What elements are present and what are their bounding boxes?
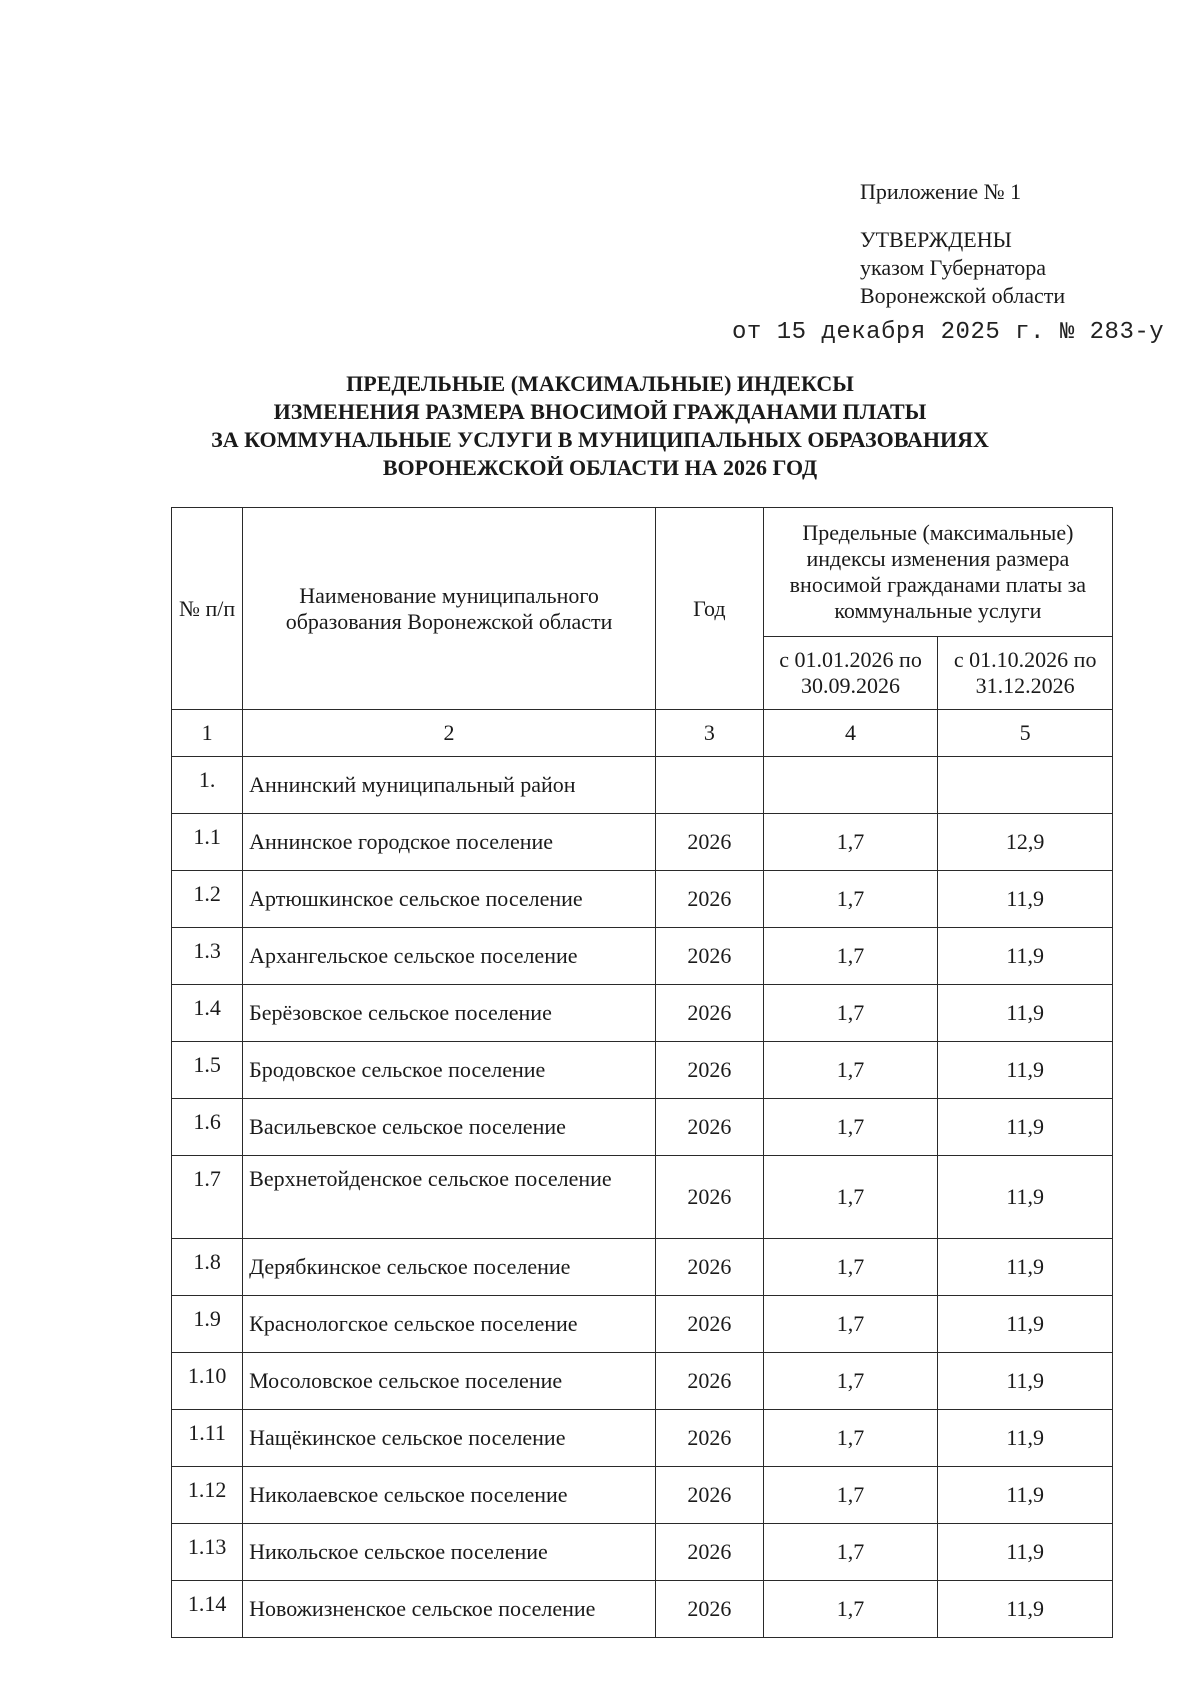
table-row — [172, 928, 1113, 985]
row-number: 1.6 — [172, 1099, 243, 1156]
approved-by-line2: Воронежской области — [860, 283, 1066, 308]
col-header-year: Год — [655, 508, 763, 710]
row-year: 2026 — [655, 1581, 763, 1638]
row-name: Аннинское городское поселение — [243, 814, 656, 871]
row-index-period1: 1,7 — [763, 1296, 938, 1353]
appendix-label: Приложение № 1 — [860, 179, 1022, 204]
title-line: ВОРОНЕЖСКОЙ ОБЛАСТИ НА 2026 ГОД — [382, 455, 818, 480]
row-index-period2: 11,9 — [938, 1296, 1113, 1353]
table-row — [172, 1467, 1113, 1524]
row-index-period2: 11,9 — [938, 1524, 1113, 1581]
col-header-name: Наименование муниципального образования Воронежской области — [243, 508, 656, 710]
approved-label: УТВЕРЖДЕНЫ — [860, 227, 1012, 252]
row-year: 2026 — [655, 1099, 763, 1156]
table-row — [172, 1296, 1113, 1353]
row-name: Бродовское сельское поселение — [243, 1042, 656, 1099]
decree-date-line: от 15 декабря 2025 г. № 283-у — [732, 319, 1165, 346]
row-index-period2: 11,9 — [938, 1042, 1113, 1099]
row-number: 1.13 — [172, 1524, 243, 1581]
row-index-period1: 1,7 — [763, 1099, 938, 1156]
empty-cell — [763, 757, 938, 814]
table-row — [172, 1524, 1113, 1581]
row-name: Архангельское сельское поселение — [243, 928, 656, 985]
row-year: 2026 — [655, 1042, 763, 1099]
col-header-period2: с 01.10.2026 по 31.12.2026 — [938, 637, 1113, 710]
empty-cell — [655, 757, 763, 814]
col-header-period1: с 01.01.2026 по 30.09.2026 — [763, 637, 938, 710]
row-index-period2: 11,9 — [938, 1581, 1113, 1638]
table-row — [172, 1239, 1113, 1296]
row-index-period1: 1,7 — [763, 1353, 938, 1410]
row-number: 1.4 — [172, 985, 243, 1042]
row-index-period2: 11,9 — [938, 1239, 1113, 1296]
row-number: 1.14 — [172, 1581, 243, 1638]
row-number: 1.9 — [172, 1296, 243, 1353]
row-year: 2026 — [655, 1156, 763, 1239]
row-index-period2: 11,9 — [938, 928, 1113, 985]
row-number: 1.1 — [172, 814, 243, 871]
row-index-period1: 1,7 — [763, 1581, 938, 1638]
empty-cell — [938, 757, 1113, 814]
row-year: 2026 — [655, 814, 763, 871]
table-row — [172, 1581, 1113, 1638]
row-name: Верхнетойденское сельское поселение — [243, 1156, 656, 1239]
row-name: Нащёкинское сельское поселение — [243, 1410, 656, 1467]
row-year: 2026 — [655, 1353, 763, 1410]
row-name: Краснологское сельское поселение — [243, 1296, 656, 1353]
row-index-period2: 11,9 — [938, 1353, 1113, 1410]
row-number: 1.12 — [172, 1467, 243, 1524]
row-index-period1: 1,7 — [763, 1156, 938, 1239]
row-index-period1: 1,7 — [763, 871, 938, 928]
row-number: 1.5 — [172, 1042, 243, 1099]
row-year: 2026 — [655, 1239, 763, 1296]
row-year: 2026 — [655, 871, 763, 928]
row-year: 2026 — [655, 1410, 763, 1467]
row-year: 2026 — [655, 985, 763, 1042]
row-index-period1: 1,7 — [763, 1524, 938, 1581]
approved-by-line1: указом Губернатора — [860, 255, 1047, 280]
row-year: 2026 — [655, 928, 763, 985]
district-row — [172, 757, 1113, 814]
row-number: 1.11 — [172, 1410, 243, 1467]
title-line: ЗА КОММУНАЛЬНЫЕ УСЛУГИ В МУНИЦИПАЛЬНЫХ ОБРАЗОВАНИЯХ — [211, 427, 989, 452]
row-name: Васильевское сельское поселение — [243, 1099, 656, 1156]
row-name: Дерябкинское сельское поселение — [243, 1239, 656, 1296]
column-number: 3 — [655, 710, 763, 757]
row-index-period2: 11,9 — [938, 871, 1113, 928]
table-row — [172, 1410, 1113, 1467]
row-year: 2026 — [655, 1467, 763, 1524]
row-index-period2: 11,9 — [938, 1099, 1113, 1156]
row-name: Николаевское сельское поселение — [243, 1467, 656, 1524]
document-title — [0, 370, 1200, 482]
indices-table — [171, 507, 1113, 1638]
row-name: Новожизненское сельское поселение — [243, 1581, 656, 1638]
row-number: 1.2 — [172, 871, 243, 928]
row-name: Артюшкинское сельское поселение — [243, 871, 656, 928]
row-name: Берёзовское сельское поселение — [243, 985, 656, 1042]
row-name: Мосоловское сельское поселение — [243, 1353, 656, 1410]
row-year: 2026 — [655, 1296, 763, 1353]
row-number: 1.8 — [172, 1239, 243, 1296]
table-row — [172, 1042, 1113, 1099]
row-index-period2: 11,9 — [938, 1156, 1113, 1239]
row-index-period1: 1,7 — [763, 1410, 938, 1467]
table-row — [172, 1099, 1113, 1156]
col-header-indices-group: Предельные (максимальные) индексы изменения размера вносимой гражданами платы за коммунальные услуги — [763, 508, 1112, 637]
row-index-period1: 1,7 — [763, 814, 938, 871]
row-index-period1: 1,7 — [763, 985, 938, 1042]
table-row — [172, 814, 1113, 871]
column-number: 5 — [938, 710, 1113, 757]
district-number: 1. — [172, 757, 243, 814]
approval-block — [732, 178, 1165, 346]
row-year: 2026 — [655, 1524, 763, 1581]
row-index-period1: 1,7 — [763, 928, 938, 985]
row-name: Никольское сельское поселение — [243, 1524, 656, 1581]
row-index-period1: 1,7 — [763, 1239, 938, 1296]
table-row — [172, 985, 1113, 1042]
row-index-period2: 12,9 — [938, 814, 1113, 871]
row-index-period2: 11,9 — [938, 985, 1113, 1042]
district-name: Аннинский муниципальный район — [243, 757, 656, 814]
table-row — [172, 871, 1113, 928]
title-line: ПРЕДЕЛЬНЫЕ (МАКСИМАЛЬНЫЕ) ИНДЕКСЫ — [346, 371, 854, 396]
row-number: 1.7 — [172, 1156, 243, 1239]
row-index-period2: 11,9 — [938, 1410, 1113, 1467]
row-index-period1: 1,7 — [763, 1467, 938, 1524]
col-header-number: № п/п — [172, 508, 243, 710]
column-number: 4 — [763, 710, 938, 757]
row-index-period1: 1,7 — [763, 1042, 938, 1099]
column-number: 1 — [172, 710, 243, 757]
table-row — [172, 1156, 1113, 1239]
table-row — [172, 1353, 1113, 1410]
row-index-period2: 11,9 — [938, 1467, 1113, 1524]
column-number: 2 — [243, 710, 656, 757]
title-line: ИЗМЕНЕНИЯ РАЗМЕРА ВНОСИМОЙ ГРАЖДАНАМИ ПЛАТЫ — [273, 399, 927, 424]
row-number: 1.3 — [172, 928, 243, 985]
row-number: 1.10 — [172, 1353, 243, 1410]
